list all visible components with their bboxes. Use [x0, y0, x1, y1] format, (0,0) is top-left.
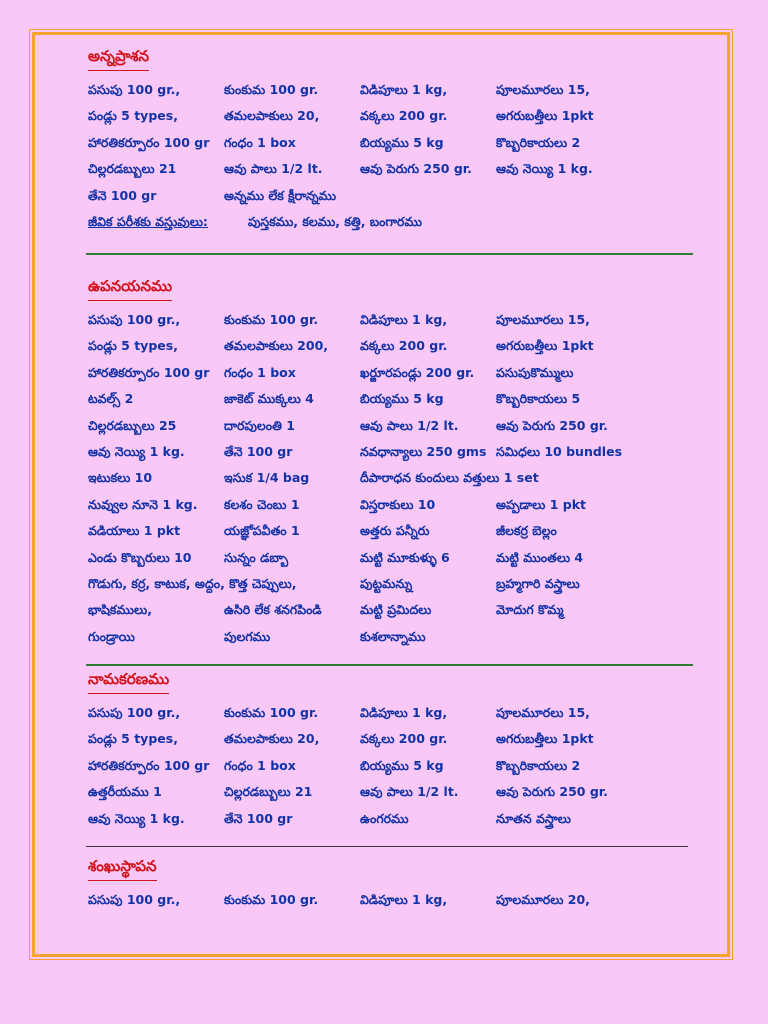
list-item: తమలపాకులు 20,: [224, 108, 320, 124]
list-item: వడియాలు 1 pkt: [88, 523, 181, 539]
list-item: గంధం 1 box: [224, 134, 296, 150]
items-grid: [88, 700, 698, 832]
list-item: సున్నం డబ్బా: [224, 549, 289, 565]
list-item: నువ్వుల నూనె 1 kg.: [88, 496, 198, 512]
list-item: పండ్లు 5 types,: [88, 108, 178, 124]
list-item: ఉసిరి లేక శనగపిండి: [224, 602, 322, 618]
list-item: వక్కలు 200 gr.: [360, 338, 448, 354]
list-item: పసుపు 100 gr.,: [88, 705, 181, 720]
list-item: బియ్యము 5 kg: [360, 757, 444, 773]
list-item: పసుపు 100 gr.,: [88, 312, 181, 327]
list-item: మట్టి ముంతలు 4: [496, 549, 584, 565]
list-item: గంధం 1 box: [224, 364, 296, 380]
list-item: హారతికర్పూరం 100 gr: [88, 134, 210, 150]
list-item: వక్కలు 200 gr.: [360, 108, 448, 124]
list-item: విడిపూలు 1 kg,: [360, 705, 448, 720]
divider-2: [86, 664, 693, 666]
list-item: సమిధలు 10 bundles: [496, 443, 623, 459]
list-item: పూలమూరలు 15,: [496, 312, 590, 327]
list-item: ఆవు పాలు 1/2 lt.: [360, 784, 459, 800]
items-grid: [88, 307, 698, 650]
list-item: కలశం చెంబు 1: [224, 496, 300, 512]
list-item: పూలమూరలు 15,: [496, 705, 590, 720]
list-item: భాషికములు,: [88, 602, 152, 618]
list-item: విస్తరాకులు 10: [360, 496, 436, 512]
list-item: ఆవు పెరుగు 250 gr.: [496, 784, 608, 800]
section-annaprasana: [88, 46, 698, 235]
list-item: మట్టి మూకుళ్ళు 6: [360, 549, 450, 565]
list-item: పసుపు 100 gr.,: [88, 892, 181, 907]
list-item: తమలపాకులు 20,: [224, 731, 320, 747]
list-item: ఎండు కొబ్బరులు 10: [88, 549, 192, 565]
list-item: ఇసుక 1/4 bag: [224, 470, 310, 486]
list-item: కుశలాన్నాము: [360, 628, 426, 644]
list-item: పండ్లు 5 types,: [88, 731, 178, 747]
list-item: ఆవు పాలు 1/2 lt.: [360, 417, 459, 433]
list-item: యజ్ఞోపవీతం 1: [224, 523, 300, 539]
list-item: పూలమూరలు 20,: [496, 892, 590, 907]
list-item: జాకెట్ ముక్కలు 4: [224, 391, 314, 407]
list-item: పండ్లు 5 types,: [88, 338, 178, 354]
items-grid: [88, 77, 698, 209]
list-item: అగరుబత్తీలు 1pkt: [496, 108, 594, 124]
list-item: మోదుగ కొమ్మ: [496, 602, 564, 618]
list-item: అత్తరు పన్నీరు: [360, 523, 430, 539]
list-item: ఆవు నెయ్యి 1 kg.: [496, 161, 593, 177]
list-item: ఆవు పెరుగు 250 gr.: [496, 417, 608, 433]
list-item: వక్కలు 200 gr.: [360, 731, 448, 747]
divider-1: [86, 253, 693, 255]
list-item: పుట్టమన్ను: [360, 575, 413, 591]
list-item: కుంకుమ 100 gr.: [224, 312, 319, 327]
list-item: గొడుగు, కర్ర, కాటుక, అద్దం, కొత్త చెప్పులు,: [88, 575, 297, 591]
list-item: దీపారాధన కుందులు వత్తులు 1 set: [360, 470, 539, 486]
list-item: టవల్స్ 2: [88, 391, 134, 407]
list-item: ఖర్జూరపండ్లు 200 gr.: [360, 364, 475, 380]
list-item: ఆవు నెయ్యి 1 kg.: [88, 810, 185, 826]
list-item: ఆవు పెరుగు 250 gr.: [360, 161, 472, 177]
list-item: చిల్లరడబ్బులు 21: [224, 784, 313, 800]
items-grid: [88, 887, 698, 913]
list-item: గుండ్రాయి: [88, 628, 135, 644]
list-item: తేనె 100 gr: [88, 187, 157, 203]
list-item: పులగము: [224, 628, 271, 644]
extra-row: [88, 209, 698, 235]
extra-label: జీవిక పరీశకు వస్తువులు:: [88, 213, 208, 229]
list-item: బ్రహ్మగారి వస్త్రాలు: [496, 575, 580, 591]
list-item: పసుపుకొమ్ములు: [496, 364, 574, 380]
list-item: ఇటుకలు 10: [88, 470, 153, 486]
list-item: కుంకుమ 100 gr.: [224, 82, 319, 97]
list-item: విడిపూలు 1 kg,: [360, 312, 448, 327]
list-item: ఉత్తరీయము 1: [88, 784, 162, 800]
list-item: అగరుబత్తీలు 1pkt: [496, 731, 594, 747]
list-item: కుంకుమ 100 gr.: [224, 705, 319, 720]
list-item: ఉంగరము: [360, 810, 409, 826]
list-item: గంధం 1 box: [224, 757, 296, 773]
section-upanayanamu: [88, 276, 698, 650]
list-item: పసుపు 100 gr.,: [88, 82, 181, 97]
list-item: హారతికర్పూరం 100 gr: [88, 364, 210, 380]
list-item: తేనె 100 gr: [224, 810, 293, 826]
section-namakaranamu: [88, 669, 698, 832]
list-item: తేనె 100 gr: [224, 443, 293, 459]
list-item: పూలమూరలు 15,: [496, 82, 590, 97]
list-item: మట్టి ప్రమిదలు: [360, 602, 432, 618]
list-item: అగరుబత్తీలు 1pkt: [496, 338, 594, 354]
list-item: ఆవు పాలు 1/2 lt.: [224, 161, 323, 177]
list-item: విడిపూలు 1 kg,: [360, 82, 448, 97]
list-item: కొబ్బరికాయలు 2: [496, 757, 581, 773]
section-title: నామకరణము: [88, 670, 169, 694]
extra-values: పుస్తకము, కలము, కత్తి, బంగారము: [247, 213, 422, 229]
list-item: నవధాన్యాలు 250 gms: [360, 443, 487, 459]
list-item: కొబ్బరికాయలు 5: [496, 391, 581, 407]
list-item: బియ్యము 5 kg: [360, 134, 444, 150]
list-item: ఆవు నెయ్యి 1 kg.: [88, 443, 185, 459]
list-item: కొబ్బరికాయలు 2: [496, 134, 581, 150]
list-item: హారతికర్పూరం 100 gr: [88, 757, 210, 773]
list-item: విడిపూలు 1 kg,: [360, 892, 448, 907]
section-title: అన్నప్రాశన: [88, 47, 149, 71]
section-title: శంఖుస్థాపన: [88, 857, 157, 881]
section-title: ఉపనయనము: [88, 277, 172, 301]
list-item: దారపులంతి 1: [224, 417, 295, 433]
section-shankusthapana: [88, 856, 698, 913]
list-item: తమలపాకులు 200,: [224, 338, 329, 354]
list-item: చిల్లరడబ్బులు 21: [88, 161, 177, 177]
list-item: బియ్యము 5 kg: [360, 391, 444, 407]
list-item: చిల్లరడబ్బులు 25: [88, 417, 177, 433]
list-item: కుంకుమ 100 gr.: [224, 892, 319, 907]
list-item: నూతన వస్త్రాలు: [496, 810, 571, 826]
list-item: అన్నము లేక క్షీరాన్నము: [224, 187, 337, 203]
list-item: అప్పడాలు 1 pkt: [496, 496, 586, 512]
list-item: జీలకర్ర బెల్లం: [496, 523, 557, 539]
divider-3: [86, 846, 688, 847]
